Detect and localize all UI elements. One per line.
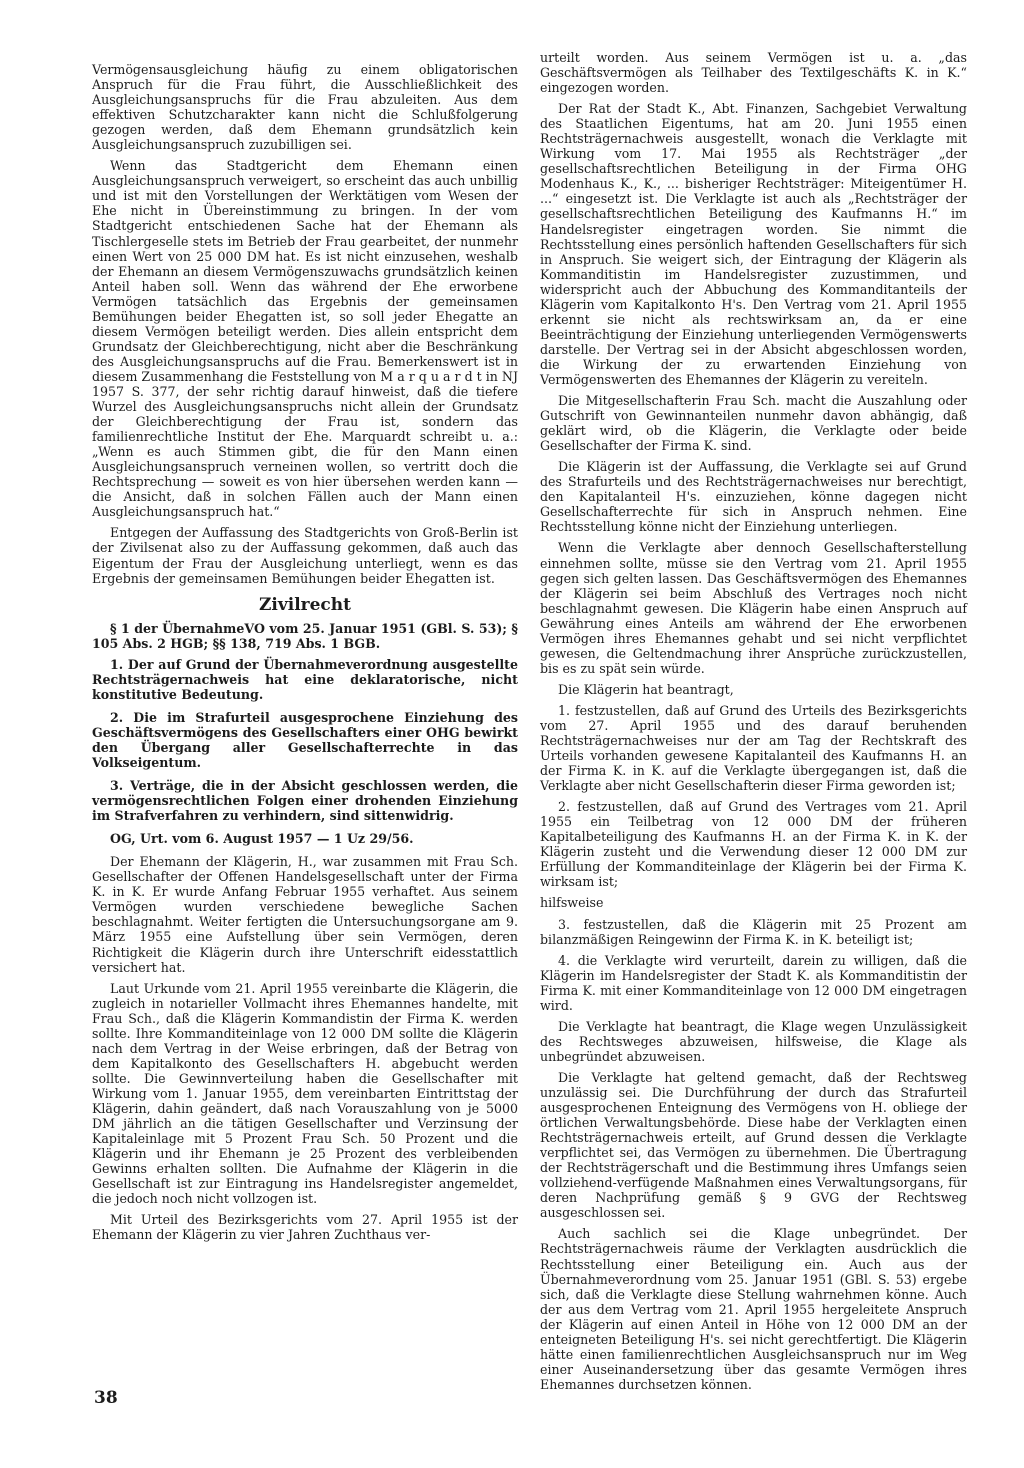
paragraph: urteilt worden. Aus seinem Vermögen ist u. a. „das Geschäftsvermögen als Teilhaber des Textilgeschäfts K. in K.“ eingezogen worden. bbox=[540, 50, 967, 96]
left-column bbox=[92, 62, 518, 1248]
case-citation: OG, Urt. vom 6. August 1957 — 1 Uz 29/56. bbox=[110, 831, 414, 847]
motion-item: 1. festzustellen, daß auf Grund des Urteils des Bezirksgerichts vom 27. April 1955 und des darauf beruhenden Rechtsträgernachweises nur der am Tag der Rechtskraft des Urteils vorhanden gewesene Kapitalanteil des Kaufmanns H. an der Firma K. in K. auf die Verklagte übergegangen ist, daß die Verklagte aber nicht Gesellschafterin dieser Firma geworden ist; bbox=[540, 702, 967, 794]
section-heading: Zivilrecht bbox=[259, 594, 351, 615]
paragraph: Die Verklagte hat beantragt, die Klage wegen Unzulässigkeit des Rechtsweges abzuweisen, hilfsweise, die Klage als unbegründet abzuweisen. bbox=[540, 1018, 967, 1064]
paragraph: Auch sachlich sei die Klage unbegründet. Der Rechtsträgernachweis räume der Verklagten ausdrücklich die Rechtsstellung einer Beteiligung ein. Auch aus der Übernahmeverordnung vom 25. Januar 1951 (GBl. S. 53) ergebe sich, daß die Verklagte diese Stellung wahrnehmen könne. Auch der aus dem Vertrag vom 21. April 1955 hergeleitete Anspruch der Klägerin auf einen Anteil in Höhe von 12 000 DM an der enteigneten Beteiligung H's. sei nicht gerechtfertigt. Die Klägerin hätte einen familienrechtlichen Ausgleichsanspruch nur im Weg einer Auseinandersetzung über das gesamte Vermögen ihres Ehemannes durchsetzen können. bbox=[540, 1226, 967, 1392]
headnote: 3. Verträge, die in der Absicht geschlossen werden, die vermögensrechtlichen Folgen einer drohenden Einziehung im Strafverfahren zu verhindern, sind sittenwidrig. bbox=[92, 778, 518, 824]
paragraph: Vermögensausgleichung häufig zu einem obligatorischen Anspruch für die Frau führt, die Ausschließlichkeit des Ausgleichungsanspruchs für die Frau abzuleiten. Aus dem effektiven Schutzcharakter kann nicht die Schlußfolgerung gezogen werden, daß dem Ehemann grundsätzlich kein Ausgleichungsanspruch zuzubilligen sei. bbox=[92, 62, 518, 153]
statute-reference: § 1 der ÜbernahmeVO vom 25. Januar 1951 (GBl. S. 53); § 105 Abs. 2 HGB; §§ 138, 719 Abs. 1 BGB. bbox=[92, 620, 518, 651]
paragraph: Mit Urteil des Bezirksgerichts vom 27. April 1955 ist der Ehemann der Klägerin zu vier Jahren Zuchthaus ver- bbox=[92, 1212, 518, 1243]
paragraph: Der Ehemann der Klägerin, H., war zusammen mit Frau Sch. Gesellschafter der Offenen Handelsgesellschaft unter der Firma K. in K. Er wurde Anfang Februar 1955 verhaftet. Aus seinem Vermögen wurden verschiedene bewegliche Sachen beschlagnahmt. Weiter fertigten die Untersuchungsorgane am 9. März 1955 eine Aufstellung über sein Vermögen, deren Richtigkeit die Klägerin durch ihre Unterschrift eidesstattlich versichert hat. bbox=[92, 854, 518, 975]
paragraph: Die Klägerin hat beantragt, bbox=[558, 681, 734, 697]
right-column bbox=[540, 50, 967, 1398]
motion-item: 2. festzustellen, daß auf Grund des Vertrages vom 21. April 1955 ein Teilbetrag von 12 000 DM der früheren Kapitalbeteiligung des Kaufmanns H. an der Firma K. in K. der Klägerin zusteht und die Verwendung dieser 12 000 DM zur Erfüllung der Kommanditeinlage der Klägerin bei der Firma K. wirksam ist; bbox=[540, 799, 967, 890]
headnote: 1. Der auf Grund der Übernahmeverordnung ausgestellte Rechtsträgernachweis hat eine deklaratorische, nicht konstitutive Bedeutung. bbox=[92, 656, 518, 702]
hilfsweise-label: hilfsweise bbox=[540, 895, 604, 911]
paragraph: Die Mitgesellschafterin Frau Sch. macht die Auszahlung oder Gutschrift von Gewinnanteilen nunmehr davon abhängig, daß geklärt wird, ob die Klägerin, die Verklagte oder beide Gesellschafter der Firma K. sind. bbox=[540, 393, 967, 454]
paragraph: Der Rat der Stadt K., Abt. Finanzen, Sachgebiet Verwaltung des Staatlichen Eigentums, hat am 20. Juni 1955 einen Rechtsträgernachweis ausgestellt, wonach die Verklagte mit Wirkung vom 17. Mai 1955 als Rechtsträger „der gesellschaftsrechtlichen Beteiligung in der Firma OHG Modenhaus K., K., ... bisheriger Rechtsträger: Miteigentümer H. ...“ eingesetzt ist. Die Verklagte ist auch als „Rechtsträger der gesellschaftsrechtlichen Beteiligung des Kaufmanns H.“ im Handelsregister eingetragen worden. Sie nimmt die Rechtsstellung eines persönlich haftenden Gesellschafters für sich in Anspruch. Sie weigert sich, der Eintragung der Klägerin als Kommanditistin im Handelsregister zuzustimmen, und widerspricht auch der Abbuchung des Kommanditanteils der Klägerin vom Kapitalkonto H's. Den Vertrag vom 21. April 1955 erkennt sie nicht als rechtswirksam an, da er eine Beeinträchtigung der Einziehung unterliegenden Vermögenswerts darstelle. Der Vertrag sei in der Absicht abgeschlossen worden, die Wirkung der zu erwartenden Einziehung von Vermögenswerten des Ehemannes der Klägerin zu vereiteln. bbox=[540, 101, 967, 387]
headnote: 2. Die im Strafurteil ausgesprochene Einziehung des Geschäftsvermögens des Gesellschafters einer OHG bewirkt den Übergang aller Gesellschafterrechte in das Volkseigentum. bbox=[92, 709, 518, 771]
motion-item: 3. festzustellen, daß die Klägerin mit 25 Prozent am bilanzmäßigen Reingewinn der Firma K. in K. beteiligt ist; bbox=[540, 916, 967, 947]
paragraph: Wenn die Verklagte aber dennoch Gesellschafterstellung einnehmen sollte, müsse sie den Vertrag vom 21. April 1955 gegen sich gelten lassen. Das Geschäftsvermögen des Ehemannes der Klägerin sei beim Abschluß des Vertrages noch nicht beschlagnahmt gewesen. Die Klägerin habe einen Anspruch auf Gewährung eines Anteils am während der Ehe erworbenen Vermögen ihres Ehemannes gehabt und sei nicht verpflichtet gewesen, die Geltendmachung ihrer Ansprüche zurückzustellen, bis es zu spät sein würde. bbox=[540, 540, 967, 676]
page-number: 38 bbox=[94, 1388, 118, 1408]
paragraph: Wenn das Stadtgericht dem Ehemann einen Ausgleichungsanspruch verweigert, so erscheint das auch unbillig und ist mit den Vorstellungen der Werktätigen vom Wesen der Ehe nicht in Übereinstimmung zu bringen. In der vom Stadtgericht entschiedenen Sache hat der Ehemann als Tischlergeselle stets im Betrieb der Frau gearbeitet, der nunmehr einen Wert von 25 000 DM hat. Es ist nicht einzusehen, weshalb der Ehemann an diesem Vermögenszuwachs grundsätzlich keinen Anteil haben soll. Wenn das während der Ehe erworbene Vermögen tatsächlich das Ergebnis der gemeinsamen Bemühungen beider Ehegatten ist, so soll jeder Ehegatte an diesem Vermögen beteiligt werden. Dies allein entspricht dem Grundsatz der Gleichberechtigung, nicht aber die Beschränkung des Ausgleichungsanspruchs auf die Frau. Bemerkenswert ist in diesem Zusammenhang die Feststellung von M a r q u a r d t in NJ 1957 S. 377, der sehr richtig darauf hinweist, daß die tiefere Wurzel des Ausgleichungsanspruchs nicht allein der Grundsatz der Gleichberechtigung der Frau ist, sondern das familienrechtliche Institut der Ehe. Marquardt schreibt u. a.: „Wenn es auch Stimmen gibt, die für den Mann einen Ausgleichungsanspruch verneinen wollen, so vertritt doch die Rechtsprechung — soweit es von hier übersehen werden kann — die Ansicht, daß in solchen Fällen auch der Mann einen Ausgleichungsanspruch hat.“ bbox=[92, 158, 518, 520]
paragraph: Laut Urkunde vom 21. April 1955 vereinbarte die Klägerin, die zugleich in notarieller Vollmacht ihres Ehemannes handelte, mit Frau Sch., daß die Klägerin Kommandistin der Firma K. werden sollte. Ihre Kommanditeinlage von 12 000 DM sollte die Klägerin nach dem Vertrag in der Weise erbringen, daß der Betrag von dem Kapitalkonto des Gesellschafters H. abgebucht werden sollte. Die Gewinnverteilung haben die Gesellschafter mit Wirkung vom 1. Januar 1955, dem vereinbarten Eintrittstag der Klägerin, dahin geändert, daß nach Vorauszahlung von je 5000 DM jährlich an die tätigen Gesellschafter und Verzinsung der Kapitaleinlage mit 5 Prozent Frau Sch. 50 Prozent und die Klägerin und ihr Ehemann je 25 Prozent des verbleibenden Gewinns erhalten sollten. Die Aufnahme der Klägerin in die Gesellschaft ist zur Eintragung ins Handelsregister angemeldet, die jedoch noch nicht vollzogen ist. bbox=[92, 980, 518, 1207]
paragraph: Entgegen der Auffassung des Stadtgerichts von Groß-Berlin ist der Zivilsenat also zu der Auffassung gekommen, daß auch das Eigentum der Frau der Ausgleichung unterliegt, wenn es das Ergebnis der gemeinsamen Bemühungen beider Ehegatten ist. bbox=[92, 525, 518, 586]
paragraph: Die Klägerin ist der Auffassung, die Verklagte sei auf Grund des Strafurteils und des Rechtsträgernachweises nur berechtigt, den Kapitalanteil H's. einzuziehen, könne dagegen nicht Gesellschafterrechte für sich in Anspruch nehmen. Eine Rechtsstellung könne nicht der Einziehung unterliegen. bbox=[540, 459, 967, 535]
motion-item: 4. die Verklagte wird verurteilt, darein zu willigen, daß die Klägerin im Handelsregister der Stadt K. als Kommanditistin der Firma K. mit einer Kommanditeinlage von 12 000 DM eingetragen wird. bbox=[540, 952, 967, 1013]
paragraph: Die Verklagte hat geltend gemacht, daß der Rechtsweg unzulässig sei. Die Durchführung der durch das Strafurteil ausgesprochenen Enteignung des Vermögens von H. obliege der örtlichen Verwaltungsbehörde. Diese habe der Verklagten einen Rechtsträgernachweis erteilt, auf Grund dessen die Verklagte verpflichtet sei, das Vermögen zu übernehmen. Die Übertragung der Rechtsträgerschaft und die Bestimmung ihres Umfangs seien vollziehend-verfügende Maßnahmen eines Verwaltungsorgans, für deren Nachprüfung gemäß § 9 GVG der Rechtsweg ausgeschlossen sei. bbox=[540, 1069, 967, 1221]
